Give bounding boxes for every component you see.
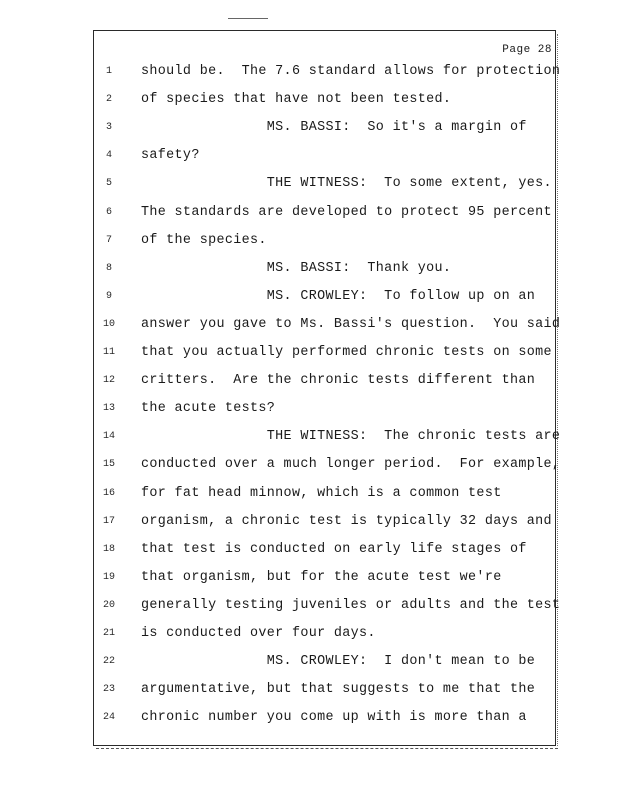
line-number: 24 — [102, 712, 115, 724]
transcript-line — [100, 92, 555, 112]
transcript-line — [100, 710, 555, 730]
line-text: MS. CROWLEY: I don't mean to be — [141, 654, 536, 670]
scan-mark — [228, 18, 268, 19]
line-number: 1 — [105, 66, 112, 77]
line-text: safety? — [141, 148, 200, 164]
line-text: generally testing juveniles or adults and the test — [141, 597, 561, 613]
line-number: 22 — [102, 656, 115, 668]
transcript-line — [100, 654, 555, 674]
transcript-line — [100, 345, 555, 365]
transcript-line — [100, 205, 555, 225]
frame-edge-bottom — [96, 748, 558, 752]
line-text: argumentative, but that suggests to me that the — [141, 682, 536, 698]
line-text: organism, a chronic test is typically 32 days and — [141, 513, 552, 529]
transcript-line — [100, 261, 555, 281]
line-text: that organism, but for the acute test we're — [141, 569, 502, 585]
transcript-line — [100, 597, 561, 618]
line-text: The standards are developed to protect 95 percent — [141, 204, 552, 220]
line-text: that you actually performed chronic tests on some — [141, 345, 552, 360]
line-text: MS. BASSI: So it's a margin of — [141, 120, 527, 136]
line-number: 6 — [105, 206, 112, 218]
frame-edge-right — [557, 34, 560, 746]
transcript-line — [100, 373, 555, 393]
line-text: that test is conducted on early life stages of — [141, 541, 527, 557]
line-number: 13 — [102, 403, 115, 415]
transcript-line — [100, 570, 555, 590]
line-number: 16 — [102, 487, 115, 499]
line-number: 7 — [105, 234, 112, 246]
line-text: MS. BASSI: Thank you. — [141, 260, 452, 276]
transcript-line — [100, 429, 561, 449]
line-number: 14 — [102, 431, 115, 443]
transcript-line — [100, 626, 555, 646]
line-text: for fat head minnow, which is a common test — [141, 485, 502, 501]
line-number: 4 — [105, 150, 112, 162]
page-number: Page 28 — [502, 44, 552, 56]
line-number: 3 — [105, 122, 112, 134]
line-text: is conducted over four days. — [141, 626, 376, 641]
transcript-line — [100, 401, 555, 421]
line-number: 2 — [105, 94, 112, 106]
line-number: 18 — [102, 543, 115, 555]
line-text: answer you gave to Ms. Bassi's question. You said — [141, 316, 561, 332]
line-text: THE WITNESS: To some extent, yes. — [141, 176, 552, 192]
transcript-line — [100, 514, 555, 534]
line-number: 20 — [102, 599, 115, 611]
line-number: 10 — [102, 318, 115, 330]
transcript-line — [100, 148, 555, 168]
line-number: 12 — [102, 375, 115, 387]
transcript-line — [100, 120, 555, 140]
line-text: of the species. — [141, 232, 267, 248]
transcript-line — [100, 542, 555, 562]
line-text: chronic number you come up with is more than a — [141, 710, 527, 726]
line-number: 19 — [102, 571, 115, 583]
line-number: 15 — [102, 459, 115, 471]
line-text: critters. Are the chronic tests different than — [141, 373, 536, 389]
transcript-line — [100, 316, 561, 337]
line-text: MS. CROWLEY: To follow up on an — [141, 288, 536, 304]
transcript-line — [100, 289, 555, 309]
transcript-line — [100, 682, 555, 702]
line-text: of species that have not been tested. — [141, 92, 452, 108]
line-text: the acute tests? — [141, 401, 276, 417]
line-number: 17 — [102, 515, 115, 527]
transcript-line — [100, 64, 561, 84]
line-text: should be. The 7.6 standard allows for protection — [141, 64, 561, 79]
line-text: THE WITNESS: The chronic tests are — [141, 429, 561, 445]
transcript-line — [100, 176, 555, 196]
line-number: 23 — [102, 684, 115, 696]
line-number: 11 — [102, 347, 115, 358]
line-number: 5 — [105, 178, 112, 190]
transcript-line — [100, 233, 555, 253]
line-number: 8 — [105, 262, 112, 274]
line-number: 21 — [102, 628, 115, 639]
line-text: conducted over a much longer period. For example, — [141, 457, 561, 473]
transcript-line — [100, 457, 561, 477]
line-number: 9 — [105, 290, 112, 302]
transcript-line — [100, 486, 555, 506]
